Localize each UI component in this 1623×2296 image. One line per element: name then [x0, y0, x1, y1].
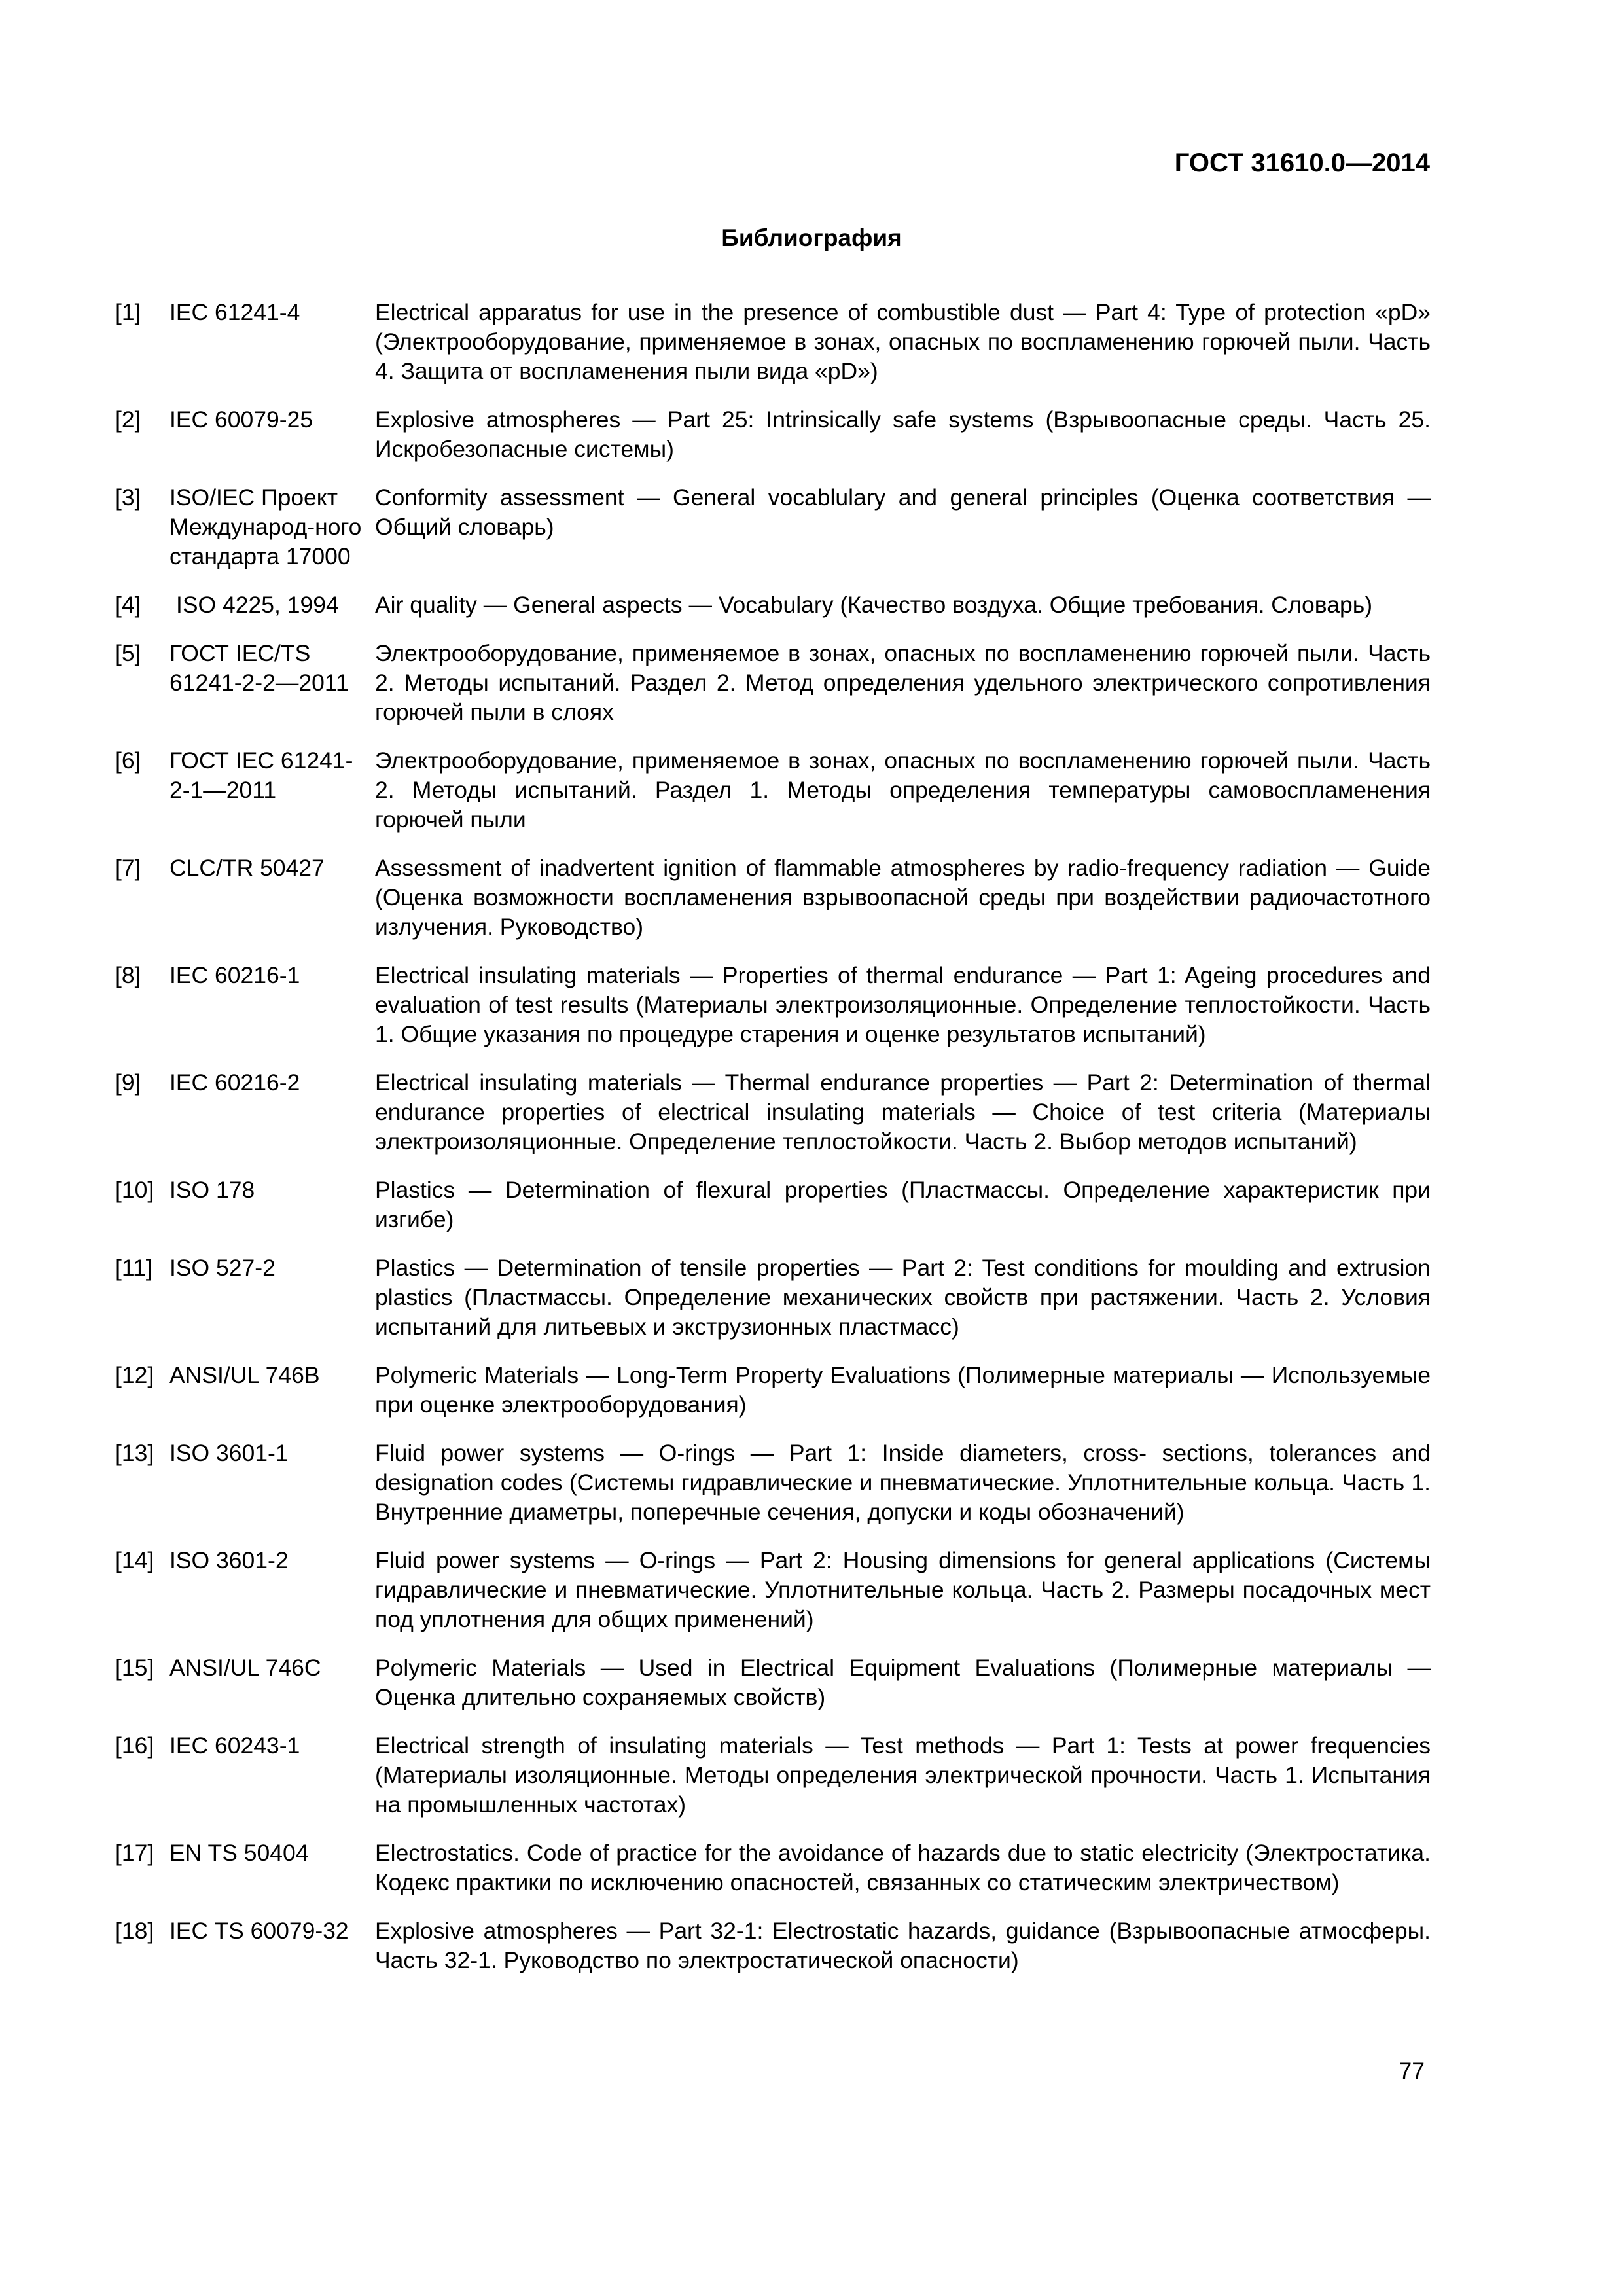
- entry-number: [5]: [115, 640, 141, 666]
- entry-reference: ANSI/UL 746C: [169, 1655, 321, 1681]
- entry-description: Plastics — Determination of flexural properties (Пластмассы. Определение характеристик при изгибе): [375, 1177, 1431, 1232]
- entry-reference: IEC 60079-25: [169, 406, 313, 433]
- entry-reference: IEC 60243-1: [169, 1732, 300, 1759]
- bibliography-entry: [115, 1653, 1431, 1712]
- page-number: 77: [1399, 2058, 1425, 2084]
- entry-description: Fluid power systems — O-rings — Part 2: Housing dimensions for general applications (Системы гидравлические и пневматические. Уплотнительные кольца. Часть 2. Размеры посадочных мест под уплотнения для общих применений): [375, 1547, 1431, 1632]
- entry-number: [17]: [115, 1840, 154, 1866]
- entry-number: [9]: [115, 1069, 141, 1096]
- entry-description: Electrical insulating materials — Thermal endurance properties — Part 2: Determination of thermal endurance properties of electrical insulating materials — Choice of test criteria (Материалы электроизоляционные. Определение теплостойкости. Часть 2. Выбор методов испытаний): [375, 1069, 1431, 1155]
- bibliography-entry: [115, 853, 1431, 942]
- entry-reference: CLC/TR 50427: [169, 855, 325, 881]
- entry-reference: ГОСТ IEC 61241-2-1—2011: [169, 747, 353, 803]
- entry-number: [2]: [115, 406, 141, 433]
- bibliography-entry: [115, 1839, 1431, 1897]
- entry-reference: ISO 3601-1: [169, 1440, 289, 1466]
- bibliography-entry: [115, 1439, 1431, 1527]
- entry-reference: IEC 60216-1: [169, 962, 300, 988]
- bibliography-title: Библиография: [721, 224, 902, 251]
- entry-number: [3]: [115, 484, 141, 511]
- entry-description: Explosive atmospheres — Part 32-1: Electrostatic hazards, guidance (Взрывоопасные атмосферы. Часть 32-1. Руководство по электростатической опасности): [375, 1918, 1431, 1973]
- bibliography-entry: [115, 1361, 1431, 1420]
- entry-description: Electrostatics. Code of practice for the avoidance of hazards due to static electricity (Электростатика. Кодекс практики по исключению опасностей, связанных со статическим электричеством): [375, 1840, 1431, 1895]
- entry-number: [6]: [115, 747, 141, 774]
- entry-number: [1]: [115, 299, 141, 325]
- entry-reference: ISO 3601-2: [169, 1547, 289, 1573]
- entry-number: [11]: [115, 1255, 152, 1281]
- entry-reference: ISO 527-2: [169, 1255, 276, 1281]
- entry-description: Polymeric Materials — Used in Electrical Equipment Evaluations (Полимерные материалы — Оценка длительно сохраняемых свойств): [375, 1655, 1431, 1710]
- entry-number: [4]: [115, 592, 141, 618]
- bibliography-entry: [115, 1546, 1431, 1634]
- bibliography-entry: [115, 746, 1431, 834]
- entry-number: [13]: [115, 1440, 154, 1466]
- entry-description: Plastics — Determination of tensile properties — Part 2: Test conditions for moulding and extrusion plastics (Пластмассы. Определение механических свойств при растяжении. Часть 2. Условия испытаний для литьевых и экструзионных пластмасс): [375, 1255, 1431, 1340]
- bibliography-entry: [115, 961, 1431, 1049]
- entry-description: Assessment of inadvertent ignition of flammable atmospheres by radio-frequency radiation — Guide (Оценка возможности воспламенения взрывоопасной среды при воздействии радиочастотного излучения. Руководство): [375, 855, 1431, 940]
- bibliography-entry: [115, 1253, 1431, 1342]
- entry-reference: ISO 178: [169, 1177, 255, 1203]
- entry-reference: ISO/IEC Проект Международ-ного стандарта 17000: [169, 484, 362, 569]
- entry-reference: ISO 4225, 1994: [176, 592, 339, 618]
- entry-description: Electrical insulating materials — Properties of thermal endurance — Part 1: Ageing procedures and evaluation of test results (Материалы электроизоляционные. Определение теплостойкости. Часть 1. Общие указания по процедуре старения и оценке результатов испытаний): [375, 962, 1431, 1047]
- bibliography-entry: [115, 590, 1431, 620]
- entry-description: Air quality — General aspects — Vocabulary (Качество воздуха. Общие требования. Словарь): [375, 592, 1373, 618]
- entry-reference: ГОСТ IEC/TS 61241-2-2—2011: [169, 640, 349, 696]
- entry-reference: IEC 61241-4: [169, 299, 300, 325]
- entry-number: [10]: [115, 1177, 154, 1203]
- entry-description: Polymeric Materials — Long-Term Property Evaluations (Полимерные материалы — Используемые при оценке электрооборудования): [375, 1362, 1431, 1418]
- bibliography-list: [115, 298, 1431, 1994]
- entry-number: [14]: [115, 1547, 154, 1573]
- bibliography-entry: [115, 298, 1431, 386]
- entry-description: Electrical strength of insulating materials — Test methods — Part 1: Tests at power frequencies (Материалы изоляционные. Методы определения электрической прочности. Часть 1. Испытания на промышленных частотах): [375, 1732, 1431, 1818]
- bibliography-entry: [115, 483, 1431, 571]
- bibliography-entry: [115, 639, 1431, 727]
- bibliography-entry: [115, 1731, 1431, 1820]
- entry-description: Conformity assessment — General vocablulary and general principles (Оценка соответствия — Общий словарь): [375, 484, 1431, 540]
- entry-number: [7]: [115, 855, 141, 881]
- entry-description: Explosive atmospheres — Part 25: Intrinsically safe systems (Взрывоопасные среды. Часть 25. Искробезопасные системы): [375, 406, 1431, 462]
- entry-number: [15]: [115, 1655, 154, 1681]
- entry-number: [8]: [115, 962, 141, 988]
- entry-description: Электрооборудование, применяемое в зонах, опасных по воспламенению горючей пыли. Часть 2. Методы испытаний. Раздел 2. Метод определения удельного электрического сопротивления горючей пыли в слоях: [375, 640, 1431, 725]
- bibliography-entry: [115, 1916, 1431, 1975]
- entry-reference: IEC TS 60079-32: [169, 1918, 349, 1944]
- bibliography-entry: [115, 1068, 1431, 1157]
- entry-reference: IEC 60216-2: [169, 1069, 300, 1096]
- bibliography-entry: [115, 1175, 1431, 1234]
- entry-number: [18]: [115, 1918, 154, 1944]
- entry-reference: ANSI/UL 746B: [169, 1362, 320, 1388]
- entry-number: [12]: [115, 1362, 154, 1388]
- entry-description: Fluid power systems — O-rings — Part 1: Inside diameters, cross- sections, tolerances and designation codes (Системы гидравлические и пневматические. Уплотнительные кольца. Часть 1. Внутренние диаметры, поперечные сечения, допуски и коды обозначений): [375, 1440, 1431, 1525]
- entry-description: Электрооборудование, применяемое в зонах, опасных по воспламенению горючей пыли. Часть 2. Методы испытаний. Раздел 1. Методы определения температуры самовоспламенения горючей пыли: [375, 747, 1431, 833]
- bibliography-entry: [115, 405, 1431, 464]
- entry-description: Electrical apparatus for use in the presence of combustible dust — Part 4: Type of protection «pD» (Электрооборудование, применяемое в зонах, опасных по воспламенению горючей пыли. Часть 4. Защита от воспламенения пыли вида «pD»): [375, 299, 1431, 384]
- entry-number: [16]: [115, 1732, 154, 1759]
- document-code: ГОСТ 31610.0—2014: [1174, 149, 1430, 177]
- entry-reference: EN TS 50404: [169, 1840, 309, 1866]
